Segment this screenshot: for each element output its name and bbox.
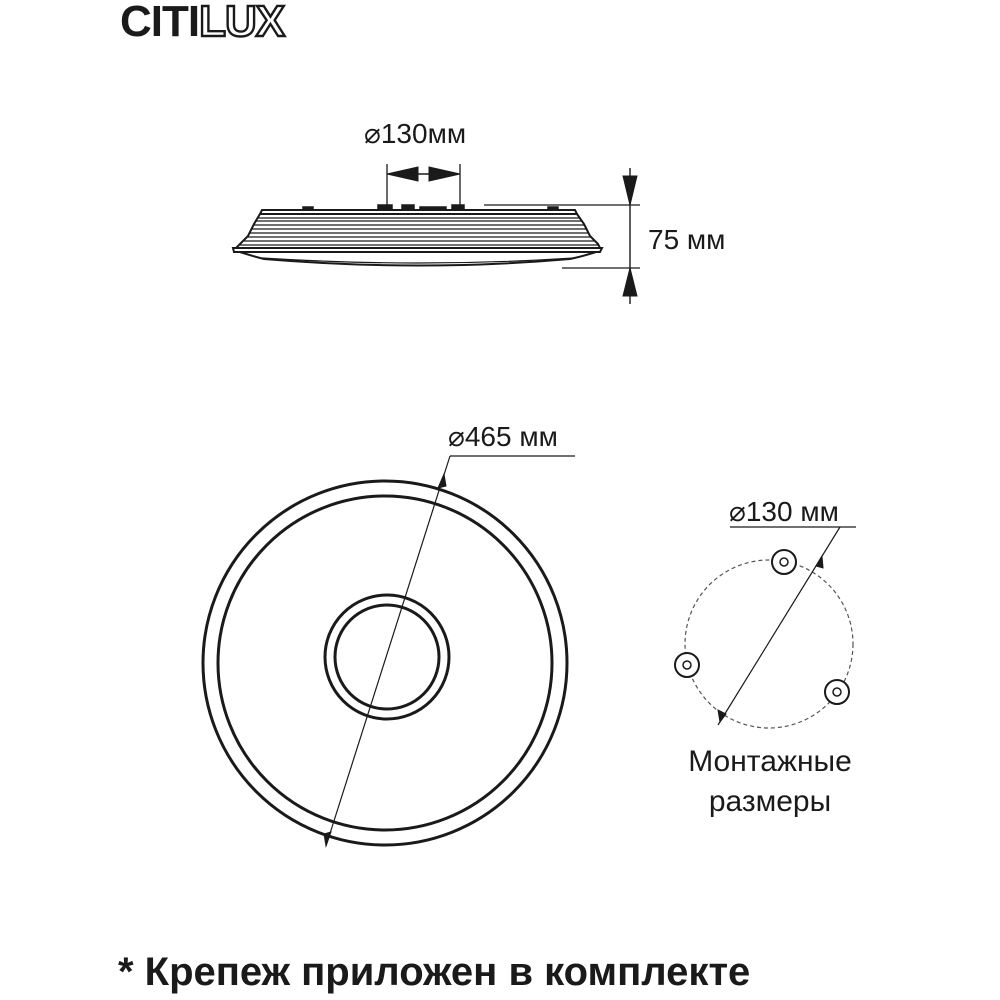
mounting-caption-line1: Монтажные bbox=[688, 745, 852, 778]
mount-hole-top bbox=[772, 550, 796, 574]
center-ring-inner bbox=[335, 605, 439, 709]
side-view-ridges bbox=[240, 218, 598, 245]
height-dimension bbox=[484, 168, 640, 304]
mounting-circle-dashed bbox=[685, 560, 853, 728]
outer-rim-circle bbox=[203, 481, 567, 845]
center-ring-outer bbox=[325, 595, 449, 719]
top-diameter-label: ⌀465 мм bbox=[448, 421, 558, 452]
side-mount-dimension bbox=[387, 164, 460, 205]
diffuser-edge-circle bbox=[218, 496, 552, 830]
mount-diameter-label: ⌀130 мм bbox=[729, 496, 839, 527]
logo-right: LUX bbox=[199, 0, 285, 46]
footnote: * Крепеж приложен в комплекте bbox=[118, 950, 751, 994]
mounting-caption bbox=[660, 742, 880, 822]
side-view bbox=[233, 205, 602, 266]
mount-hole-right bbox=[825, 680, 849, 704]
mounting-caption-line2: размеры bbox=[708, 785, 832, 818]
height-label: 75 мм bbox=[648, 224, 726, 255]
mount-hole-left bbox=[675, 653, 699, 677]
side-view-rim bbox=[233, 248, 602, 252]
mounting-pattern bbox=[675, 527, 856, 728]
logo-left: CITI bbox=[120, 0, 200, 46]
top-view bbox=[203, 481, 567, 845]
side-view-body bbox=[236, 214, 600, 248]
side-mount-diameter-label: ⌀130мм bbox=[364, 118, 467, 149]
